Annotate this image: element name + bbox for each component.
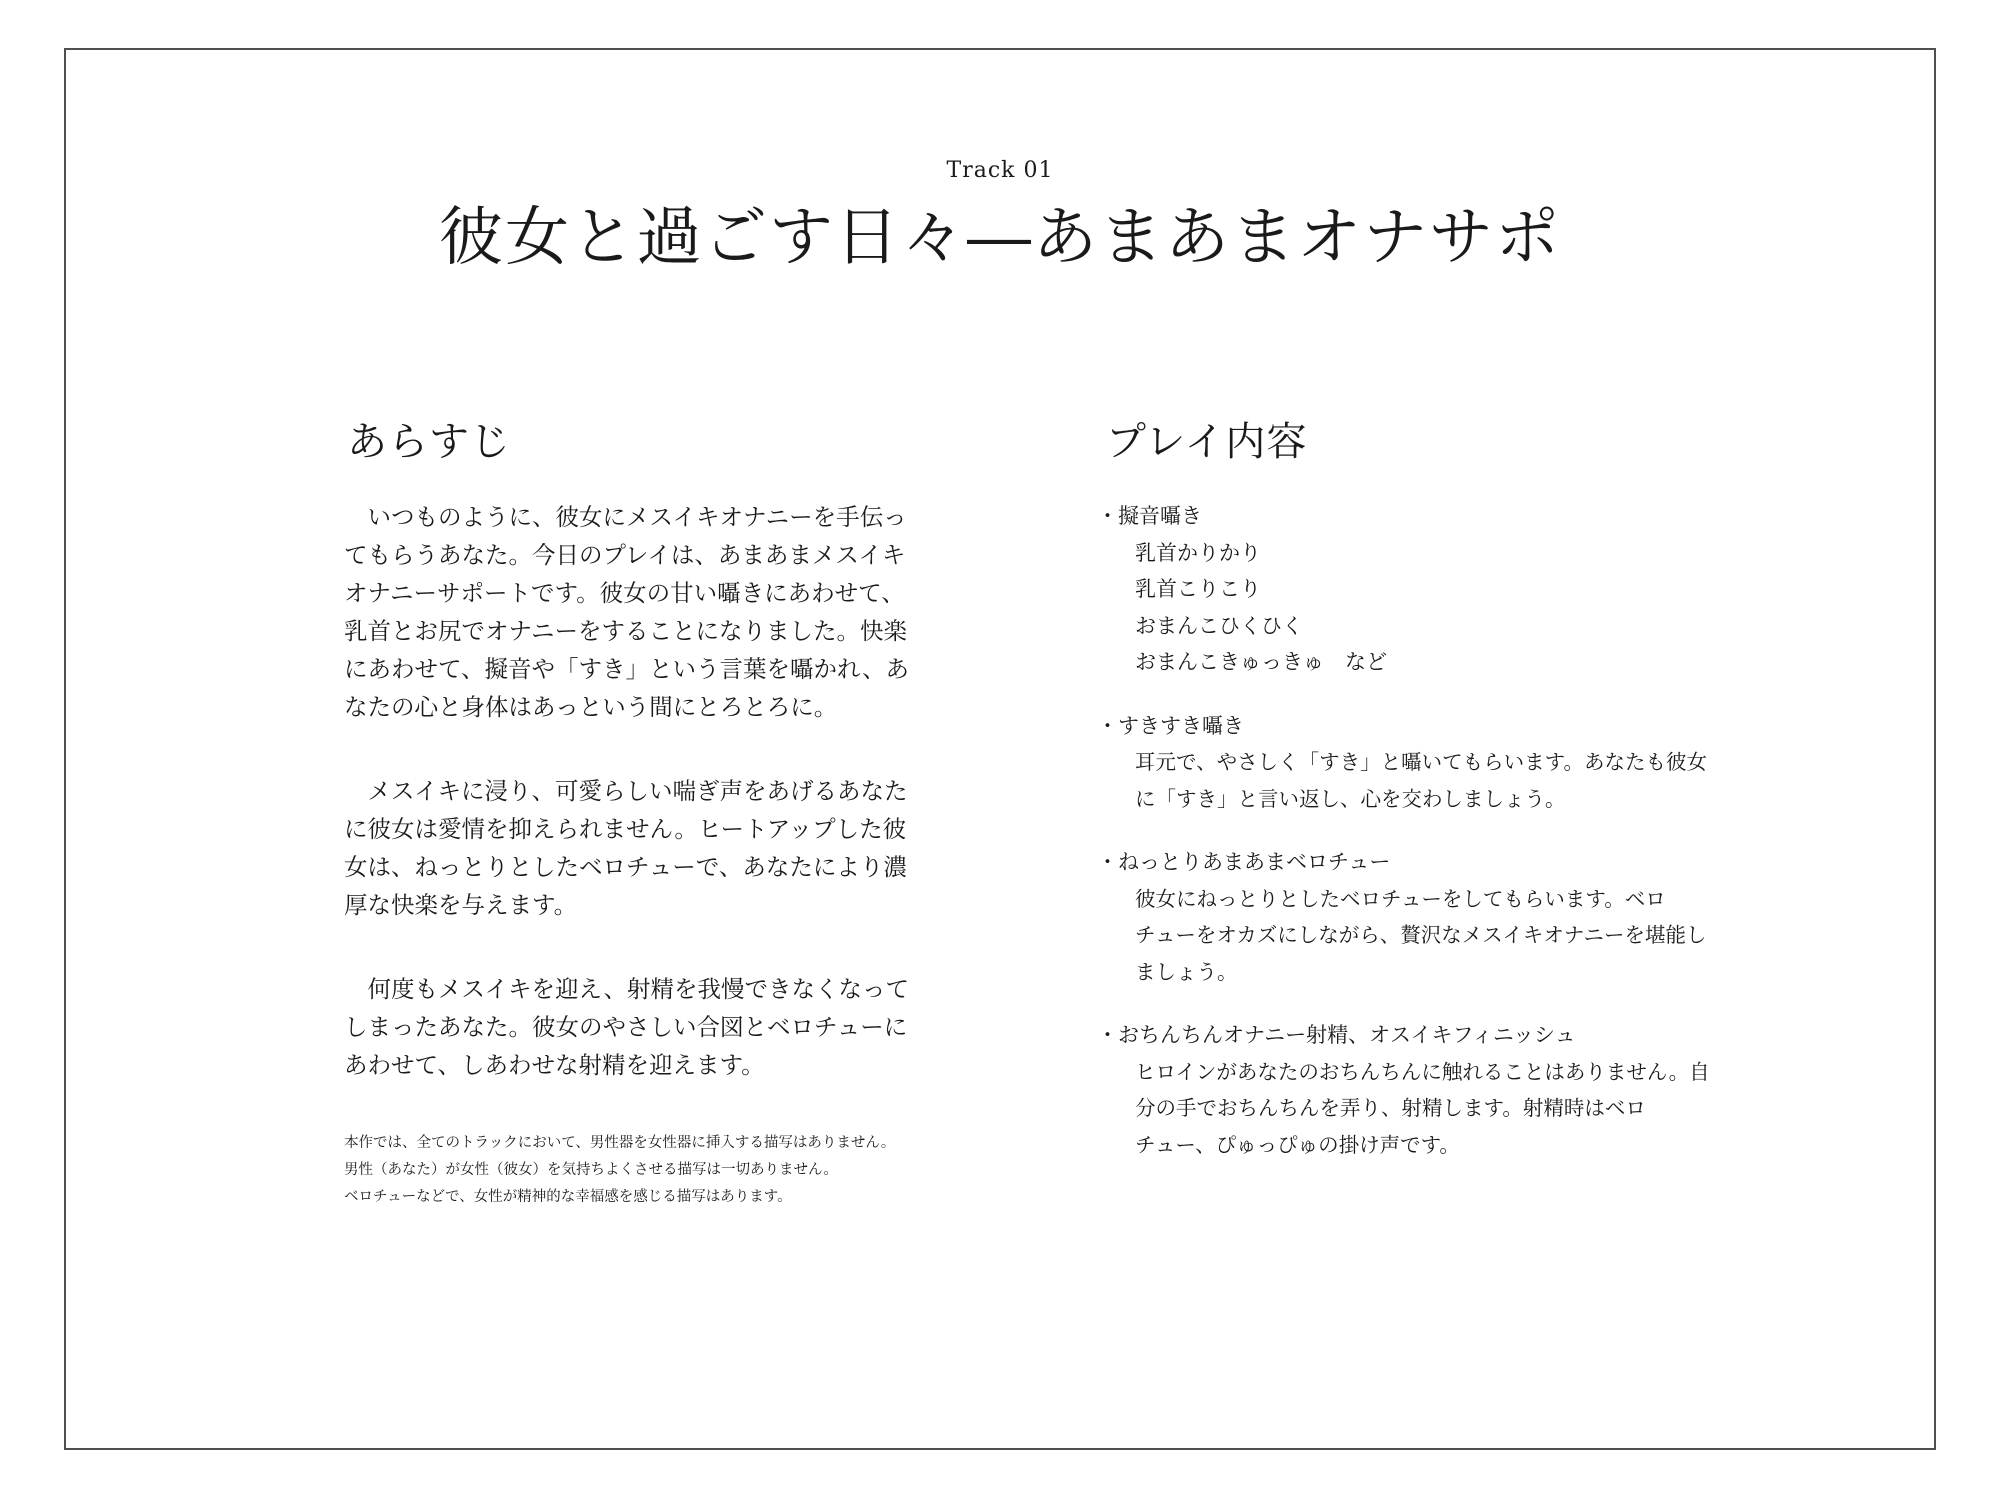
- play-item-label-text: ねっとりあまあまベロチュー: [1118, 850, 1391, 874]
- play-item-sukisuki-whisper: [1090, 708, 1730, 818]
- play-item-label-text: おちんちんオナニー射精、オスイキフィニッシュ: [1118, 1023, 1576, 1047]
- play-item-label: [1090, 1017, 1730, 1054]
- disclaimer-line-2: 男性（あなた）が女性（彼女）を気持ちよくさせる描写は一切ありません。: [344, 1162, 838, 1178]
- play-item-description: ヒロインがあなたのおちんちんに触れることはありません。自分の手でおちんちんを弄り、射精します。射精時はベロチュー、ぴゅっぴゅの掛け声です。: [1135, 1059, 1710, 1157]
- play-content-heading: プレイ内容: [1106, 419, 1308, 465]
- play-item-sub-list: [1090, 535, 1730, 681]
- play-item-label-text: 擬音囁き: [1118, 504, 1202, 528]
- synopsis-paragraph-2: メスイキに浸り、可愛らしい喘ぎ声をあげるあなたに彼女は愛情を抑えられません。ヒートアップした彼女は、ねっとりとしたベロチューで、あなたにより濃厚な快楽を与えます。: [344, 777, 908, 919]
- play-item-label: [1090, 844, 1730, 881]
- disclaimer-line-3: ベロチューなどで、女性が精神的な幸福感を感じる描写はあります。: [344, 1189, 792, 1205]
- play-item-label: [1090, 708, 1730, 745]
- page-title: 彼女と過ごす日々―あまあまオナサポ: [439, 201, 1561, 275]
- synopsis-paragraph-3: 何度もメスイキを迎え、射精を我慢できなくなってしまったあなた。彼女のやさしい合図とベロチューにあわせて、しあわせな射精を迎えます。: [344, 975, 909, 1079]
- synopsis-heading: あらすじ: [347, 419, 511, 465]
- play-item-sub-4: おまんこきゅっきゅ など: [1135, 650, 1387, 674]
- synopsis-disclaimer: [344, 1130, 922, 1211]
- play-item-deep-kiss: [1090, 844, 1730, 990]
- play-item-description: 彼女にねっとりとしたベロチューをしてもらいます。ベロチューをオカズにしながら、贅沢なメスイキオナニーを堪能しましょう。: [1135, 886, 1707, 984]
- bullet-glyph: ・: [1097, 850, 1118, 874]
- track-label: Track 01: [946, 158, 1054, 183]
- synopsis-section: [344, 418, 922, 1211]
- disclaimer-line-1: 本作では、全てのトラックにおいて、男性器を女性器に挿入する描写はありません。: [344, 1135, 896, 1151]
- play-item-label: [1090, 498, 1730, 535]
- play-item-finish: [1090, 1017, 1730, 1163]
- bullet-glyph: ・: [1097, 713, 1118, 738]
- play-item-sub-1: 乳首かりかり: [1135, 540, 1261, 565]
- play-item-description: 耳元で、やさしく「すき」と囁いてもらいます。あなたも彼女に「すき」と言い返し、心を交わしましょう。: [1135, 750, 1707, 811]
- play-item-sub-3: おまんこひくひく: [1135, 613, 1303, 638]
- bullet-glyph: ・: [1097, 1023, 1118, 1047]
- play-item-label-text: すきすき囁き: [1118, 713, 1244, 738]
- synopsis-paragraph-1: いつものように、彼女にメスイキオナニーを手伝ってもらうあなた。今日のプレイは、あまあまメスイキオナニーサポートです。彼女の甘い囁きにあわせて、乳首とお尻でオナニーをすることになりました。快楽にあわせて、擬音や「すき」という言葉を囁かれ、あなたの心と身体はあっという間にとろとろに。: [344, 503, 909, 721]
- play-item-onomatopoeia-whisper: [1090, 498, 1730, 681]
- bullet-glyph: ・: [1097, 504, 1118, 528]
- play-content-section: [1090, 418, 1730, 1190]
- play-item-sub-2: 乳首こりこり: [1135, 577, 1261, 601]
